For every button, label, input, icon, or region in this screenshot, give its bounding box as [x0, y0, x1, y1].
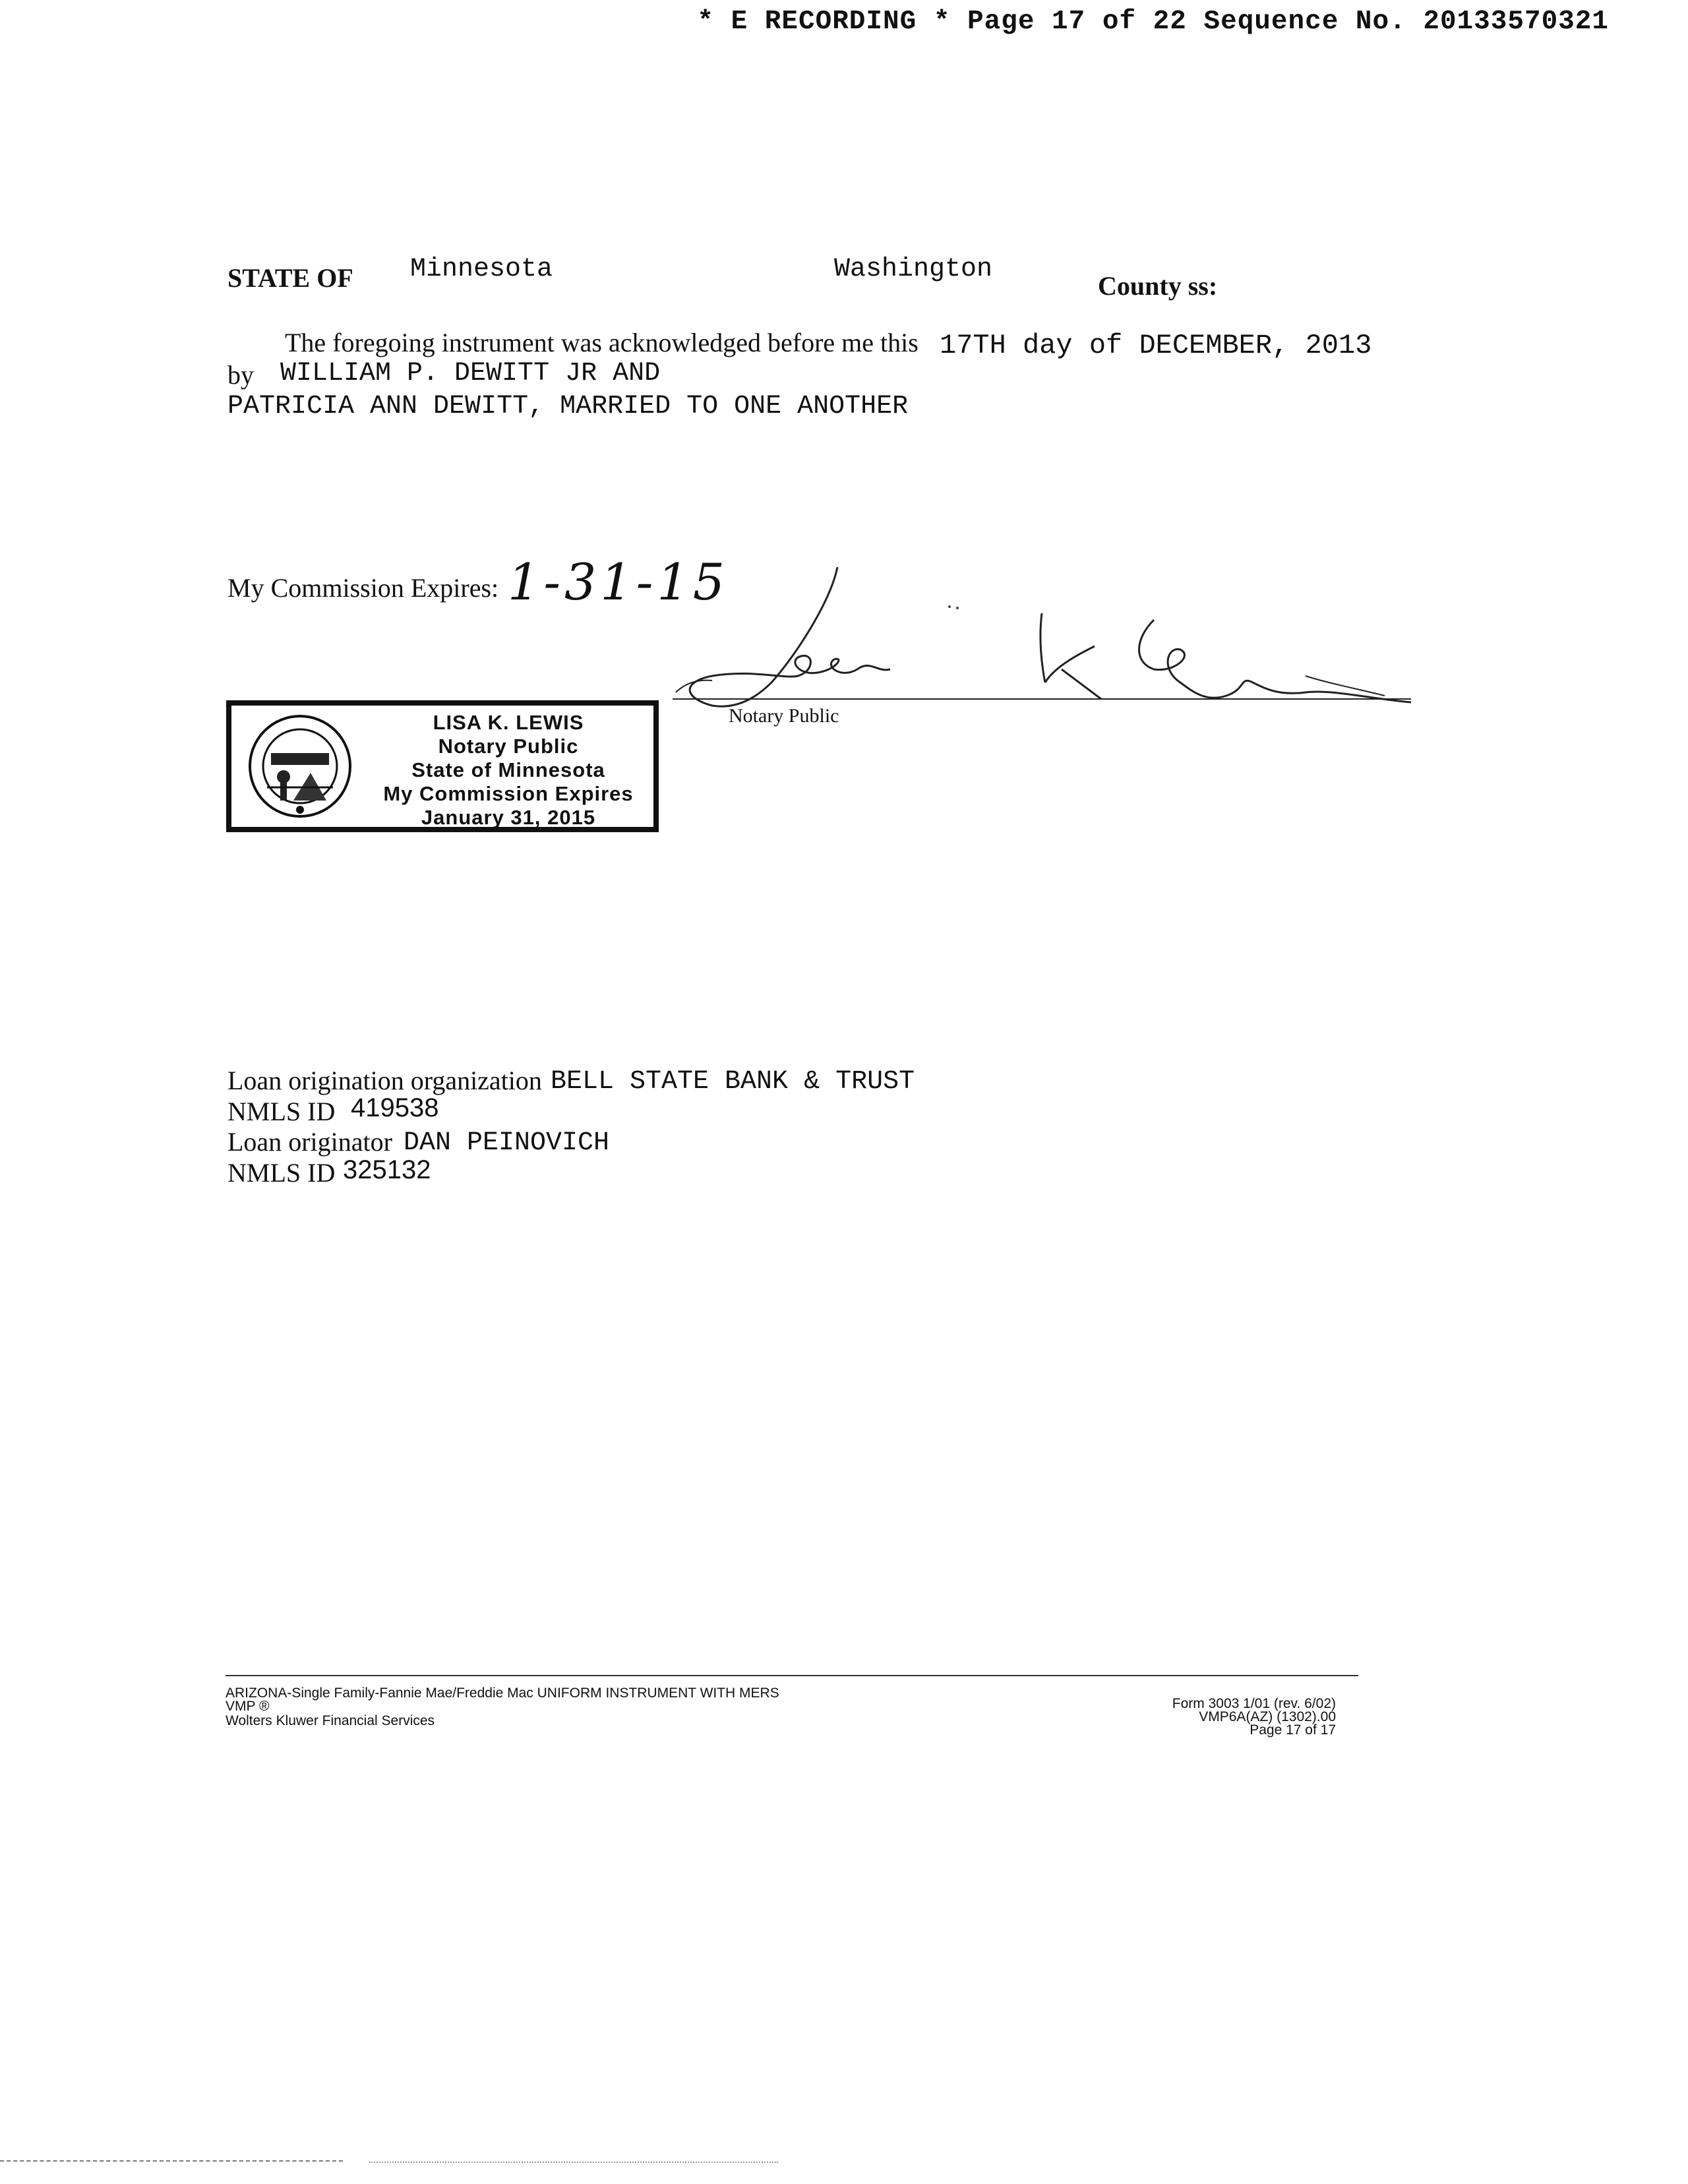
- county-label: County ss:: [1098, 271, 1218, 301]
- loan-organization-label: Loan origination organization: [227, 1066, 542, 1095]
- seal-state: State of Minnesota: [411, 758, 605, 781]
- seal-expires-date: January 31, 2015: [421, 806, 596, 829]
- state-label: STATE OF: [227, 263, 353, 293]
- footer-form-number: Form 3003 1/01 (rev. 6/02): [1172, 1696, 1336, 1711]
- borrower-names-line-1: WILLIAM P. DEWITT JR AND: [280, 359, 661, 388]
- signature-line: [673, 698, 1411, 700]
- footer-form-title: ARIZONA-Single Family-Fannie Mae/Freddie Mac UNIFORM INSTRUMENT WITH MERS: [226, 1685, 779, 1701]
- recording-banner: * E RECORDING * Page 17 of 22 Sequence No. 20133570321: [697, 7, 1609, 37]
- footer-vmp: VMP ®: [226, 1699, 270, 1714]
- notary-signature-icon: [673, 541, 1424, 732]
- loan-originator-value: DAN PEINOVICH: [404, 1128, 610, 1158]
- state-seal-icon: [247, 713, 353, 819]
- footer-form-code: VMP6A(AZ) (1302).00: [1199, 1709, 1336, 1724]
- loan-organization-value: BELL STATE BANK & TRUST: [551, 1067, 915, 1097]
- seal-expires-label: My Commission Expires: [383, 782, 634, 805]
- state-value: Minnesota: [410, 255, 553, 284]
- footer-rule: [226, 1675, 1358, 1676]
- notary-public-label: Notary Public: [729, 705, 839, 727]
- seal-notary-name: LISA K. LEWIS: [433, 711, 584, 734]
- borrower-names-line-2: PATRICIA ANN DEWITT, MARRIED TO ONE ANOTHER: [227, 392, 909, 421]
- acknowledgment-date: 17TH day of DECEMBER, 2013: [940, 330, 1372, 361]
- scan-artifact-line: [369, 2162, 778, 2163]
- notary-seal-stamp: [226, 700, 659, 832]
- footer-publisher: Wolters Kluwer Financial Services: [226, 1713, 435, 1728]
- organization-nmls-label: NMLS ID: [227, 1097, 336, 1126]
- originator-nmls-value: 325132: [343, 1155, 431, 1184]
- originator-nmls-label: NMLS ID: [227, 1158, 336, 1188]
- commission-expires-label: My Commission Expires:: [227, 573, 499, 603]
- acknowledgment-text: The foregoing instrument was acknowledged before me this: [285, 328, 919, 357]
- seal-notary-title: Notary Public: [438, 735, 579, 758]
- commission-expires-handwritten-date: 1-31-15: [508, 553, 729, 611]
- scan-artifact-line: [0, 2160, 343, 2162]
- county-value: Washington: [834, 255, 993, 284]
- by-label: by: [227, 360, 254, 390]
- organization-nmls-value: 419538: [351, 1093, 439, 1122]
- footer-page-number: Page 17 of 17: [1250, 1722, 1336, 1738]
- loan-originator-label: Loan originator: [227, 1127, 392, 1157]
